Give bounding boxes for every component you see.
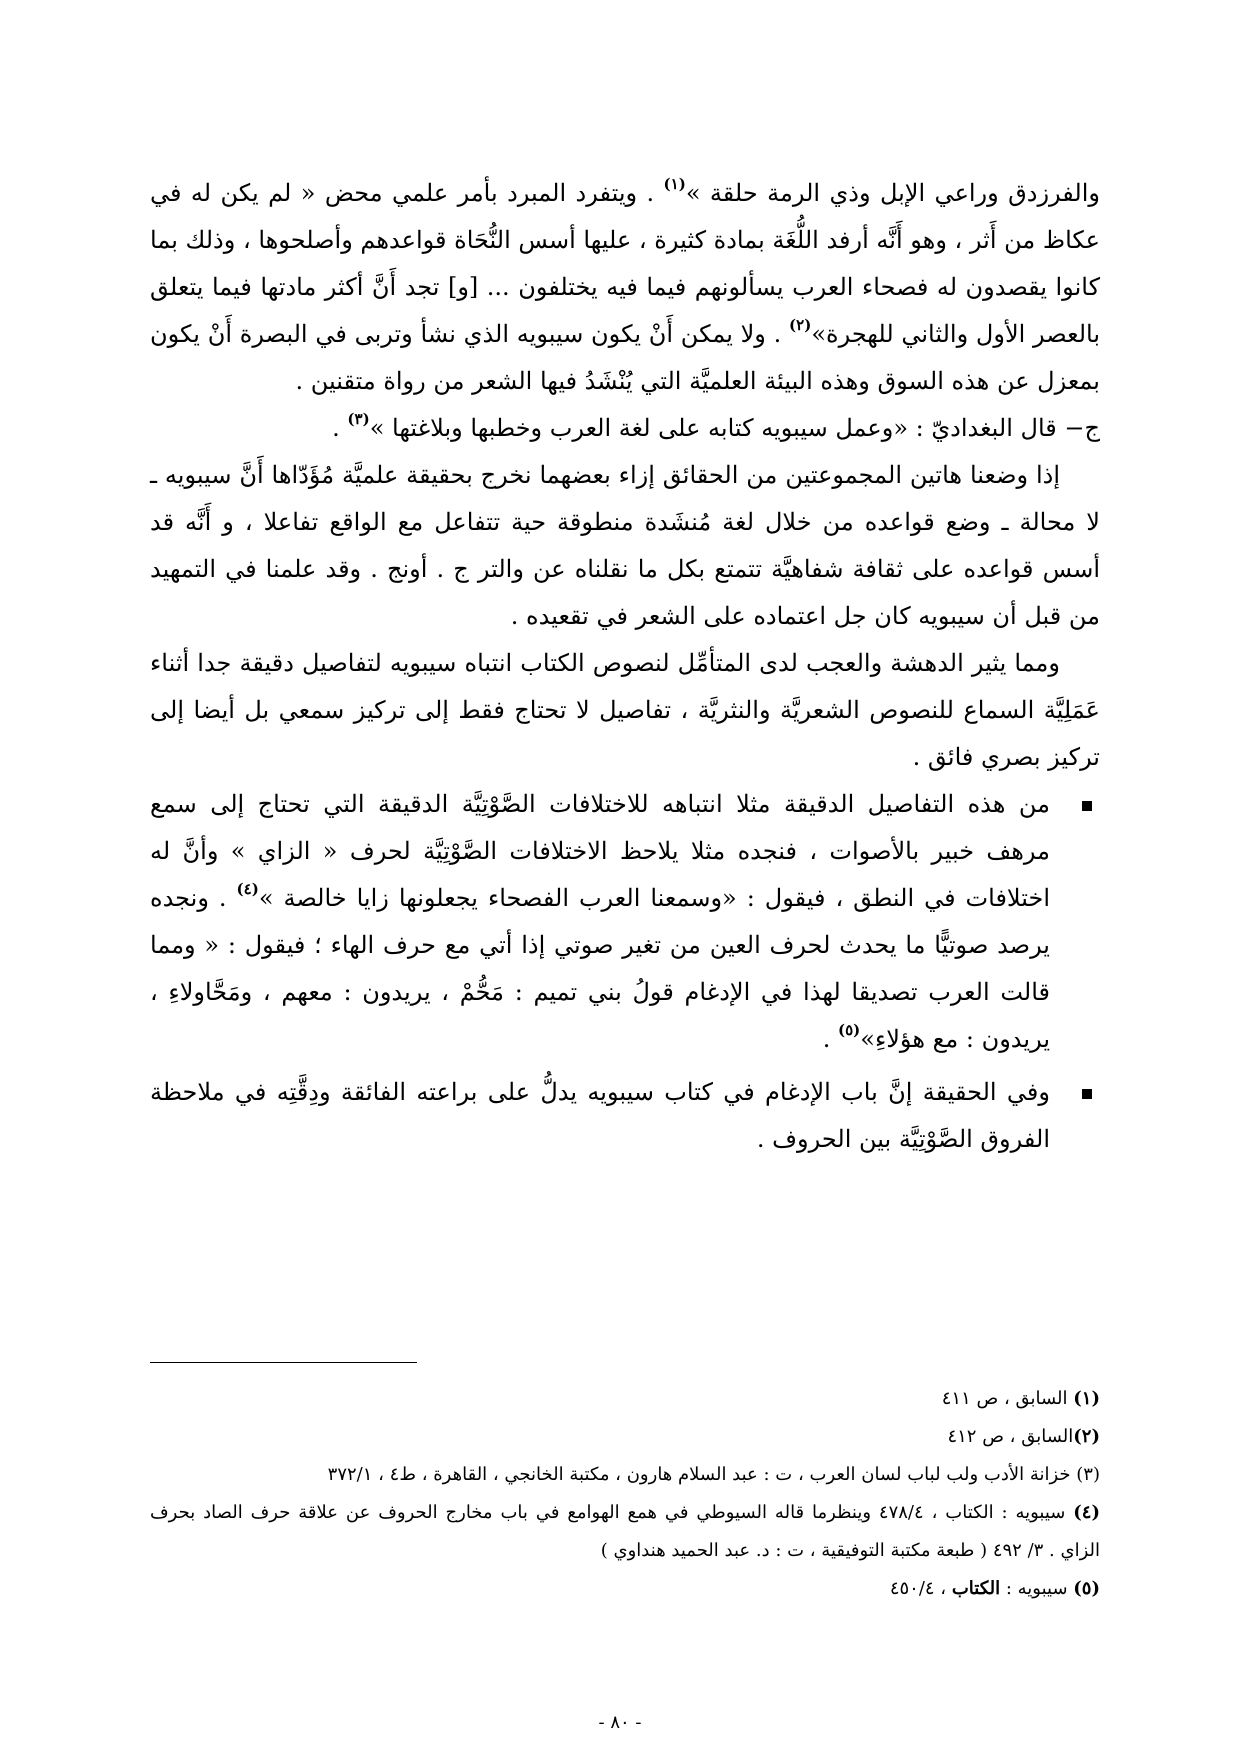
footnote-separator bbox=[150, 1362, 417, 1363]
footnote-1 bbox=[150, 1380, 1100, 1418]
paragraph-2 bbox=[150, 405, 1100, 452]
footnote-4-text: سيبويه : الكتاب ، ٤٧٨/٤ وينظرما قاله السيوطي في همع الهوامع في باب مخارج الحروف عن علاقة حرف الصاد بحرف الزاي . ٣/ ٤٩٢ ( طبعة مكتبة التوفيقية ، ت : د. عبد الحميد هنداوي ) bbox=[150, 1502, 1100, 1561]
page-number: - ٨٠ - bbox=[598, 1712, 642, 1733]
footnote-5-author: سيبويه : bbox=[1000, 1578, 1074, 1599]
footnote-4 bbox=[150, 1494, 1100, 1570]
bullet-1-text bbox=[150, 781, 1050, 1063]
footnote-3: (٣) خزانة الأدب ولب لباب لسان العرب ، ت : عبد السلام هارون ، مكتبة الخانجي ، القاهرة ، ط٤ ، ٣٧٢/١ bbox=[327, 1464, 1100, 1485]
footnote-ref-4: (٤) bbox=[236, 880, 259, 898]
paragraph-1-text-c: . ولا يمكن أَنْ يكون سيبويه الذي نشأ وتربى في البصرة أَنْ يكون بمعزل عن هذه السوق وهذه البيئة العلميَّة التي يُنْشَدُ فيها الشعر من رواة متقنين . bbox=[150, 320, 1100, 395]
main-text bbox=[150, 170, 1100, 1163]
footnote-5 bbox=[150, 1570, 1100, 1608]
footnote-1-number: (١) bbox=[1073, 1388, 1100, 1409]
paragraph-1-text-b: . ويتفرد المبرد بأمر علمي محض « لم يكن له في عكاظ من أَثر ، وهو أَنَّه أرفد اللُّغَة بمادة كثيرة ، عليها أسس النُّحَاة قواعدهم وأصلحوها ، وذلك بما كانوا يقصدون له فصحاء العرب يسألونهم فيما فيه يختلفون ... [و] تجد أَنَّ أكثر مادتها فيما يتعلق بالعصر الأول والثاني للهجرة» bbox=[150, 179, 1100, 348]
paragraph-2-text: ج− قال البغداديّ : «وعمل سيبويه كتابه على لغة العرب وخطبها وبلاغتها » bbox=[369, 414, 1100, 442]
footnote-5-title: الكتاب bbox=[951, 1578, 1001, 1599]
bullet-2-text: وفي الحقيقة إنَّ باب الإدغام في كتاب سيبويه يدلُّ على براعته الفائقة ودِقَّتِه في ملاحظة الفروق الصَّوْتِيَّة بين الحروف . bbox=[150, 1078, 1050, 1153]
paragraph-3: إذا وضعنا هاتين المجموعتين من الحقائق إزاء بعضهما نخرج بحقيقة علميَّة مُؤَدّاها أَنَّ سيبويه ـ لا محالة ـ وضع قواعده من خلال لغة مُنشَدة منطوقة حية تتفاعل مع الواقع تفاعلا ، و أَنَّه قد أسس قواعده على ثقافة شفاهيَّة تتمتع بكل ما نقلناه عن والتر ج . أونج . وقد علمنا في التمهيد من قبل أن سيبويه كان جل اعتماده على الشعر في تقعيده . bbox=[150, 461, 1101, 630]
footnote-1-text: السابق ، ص ٤١١ bbox=[941, 1388, 1074, 1409]
footnote-5-number: (٥) bbox=[1073, 1578, 1100, 1599]
footnote-2-text: السابق ، ص ٤١٢ bbox=[947, 1426, 1074, 1447]
paragraph-2-end: . bbox=[332, 414, 348, 442]
footnote-2-number: (٢) bbox=[1073, 1426, 1100, 1447]
paragraph-1 bbox=[150, 170, 1100, 405]
footnotes bbox=[150, 1380, 1100, 1608]
square-bullet-icon bbox=[1082, 801, 1092, 811]
footnote-2 bbox=[150, 1418, 1100, 1456]
bullet-1-end: . bbox=[822, 1025, 838, 1053]
footnote-ref-2: (٢) bbox=[789, 316, 812, 334]
bullet-item-2 bbox=[150, 1069, 1100, 1163]
bullet-1-text-b: . ونجده يرصد صوتيًّا ما يحدث لحرف العين من تغير صوتي إذا أتي مع حرف الهاء ؛ فيقول : « ومما قالت العرب تصديقا لهذا في الإدغام قولُ بني تميم : مَحُّمْ ، يريدون : معهم ، ومَحَّاولاءِ ، يريدون : مع هؤلاءِ» bbox=[150, 884, 1050, 1053]
footnote-5-ref: ، ٤٥٠/٤ bbox=[889, 1578, 952, 1599]
square-bullet-icon bbox=[1082, 1089, 1092, 1099]
bullet-item-1 bbox=[150, 781, 1100, 1063]
footnote-ref-3: (٣) bbox=[347, 410, 370, 428]
footnote-ref-1: (١) bbox=[663, 175, 686, 193]
footnote-ref-5: (٥) bbox=[837, 1021, 861, 1039]
paragraph-1-text: والفرزدق وراعي الإبل وذي الرمة حلقة » bbox=[685, 179, 1100, 207]
footnote-4-number: (٤) bbox=[1073, 1502, 1100, 1523]
paragraph-4: ومما يثير الدهشة والعجب لدى المتأمِّل لنصوص الكتاب انتباه سيبويه لتفاصيل دقيقة جدا أثناء عَمَلِيَّة السماع للنصوص الشعريَّة والنثريَّة ، تفاصيل لا تحتاج فقط إلى تركيز سمعي بل أيضا إلى تركيز بصري فائق . bbox=[150, 649, 1100, 771]
bullet-1-text-a: من هذه التفاصيل الدقيقة مثلا انتباهه للاختلافات الصَّوْتِيَّة الدقيقة التي تحتاج إلى سمع مرهف خبير بالأصوات ، فنجده مثلا يلاحظ الاختلافات الصَّوْتِيَّة لحرف « الزاي » وأنَّ له اختلافات في النطق ، فيقول : «وسمعنا العرب الفصحاء يجعلونها زايا خالصة » bbox=[150, 790, 1050, 912]
